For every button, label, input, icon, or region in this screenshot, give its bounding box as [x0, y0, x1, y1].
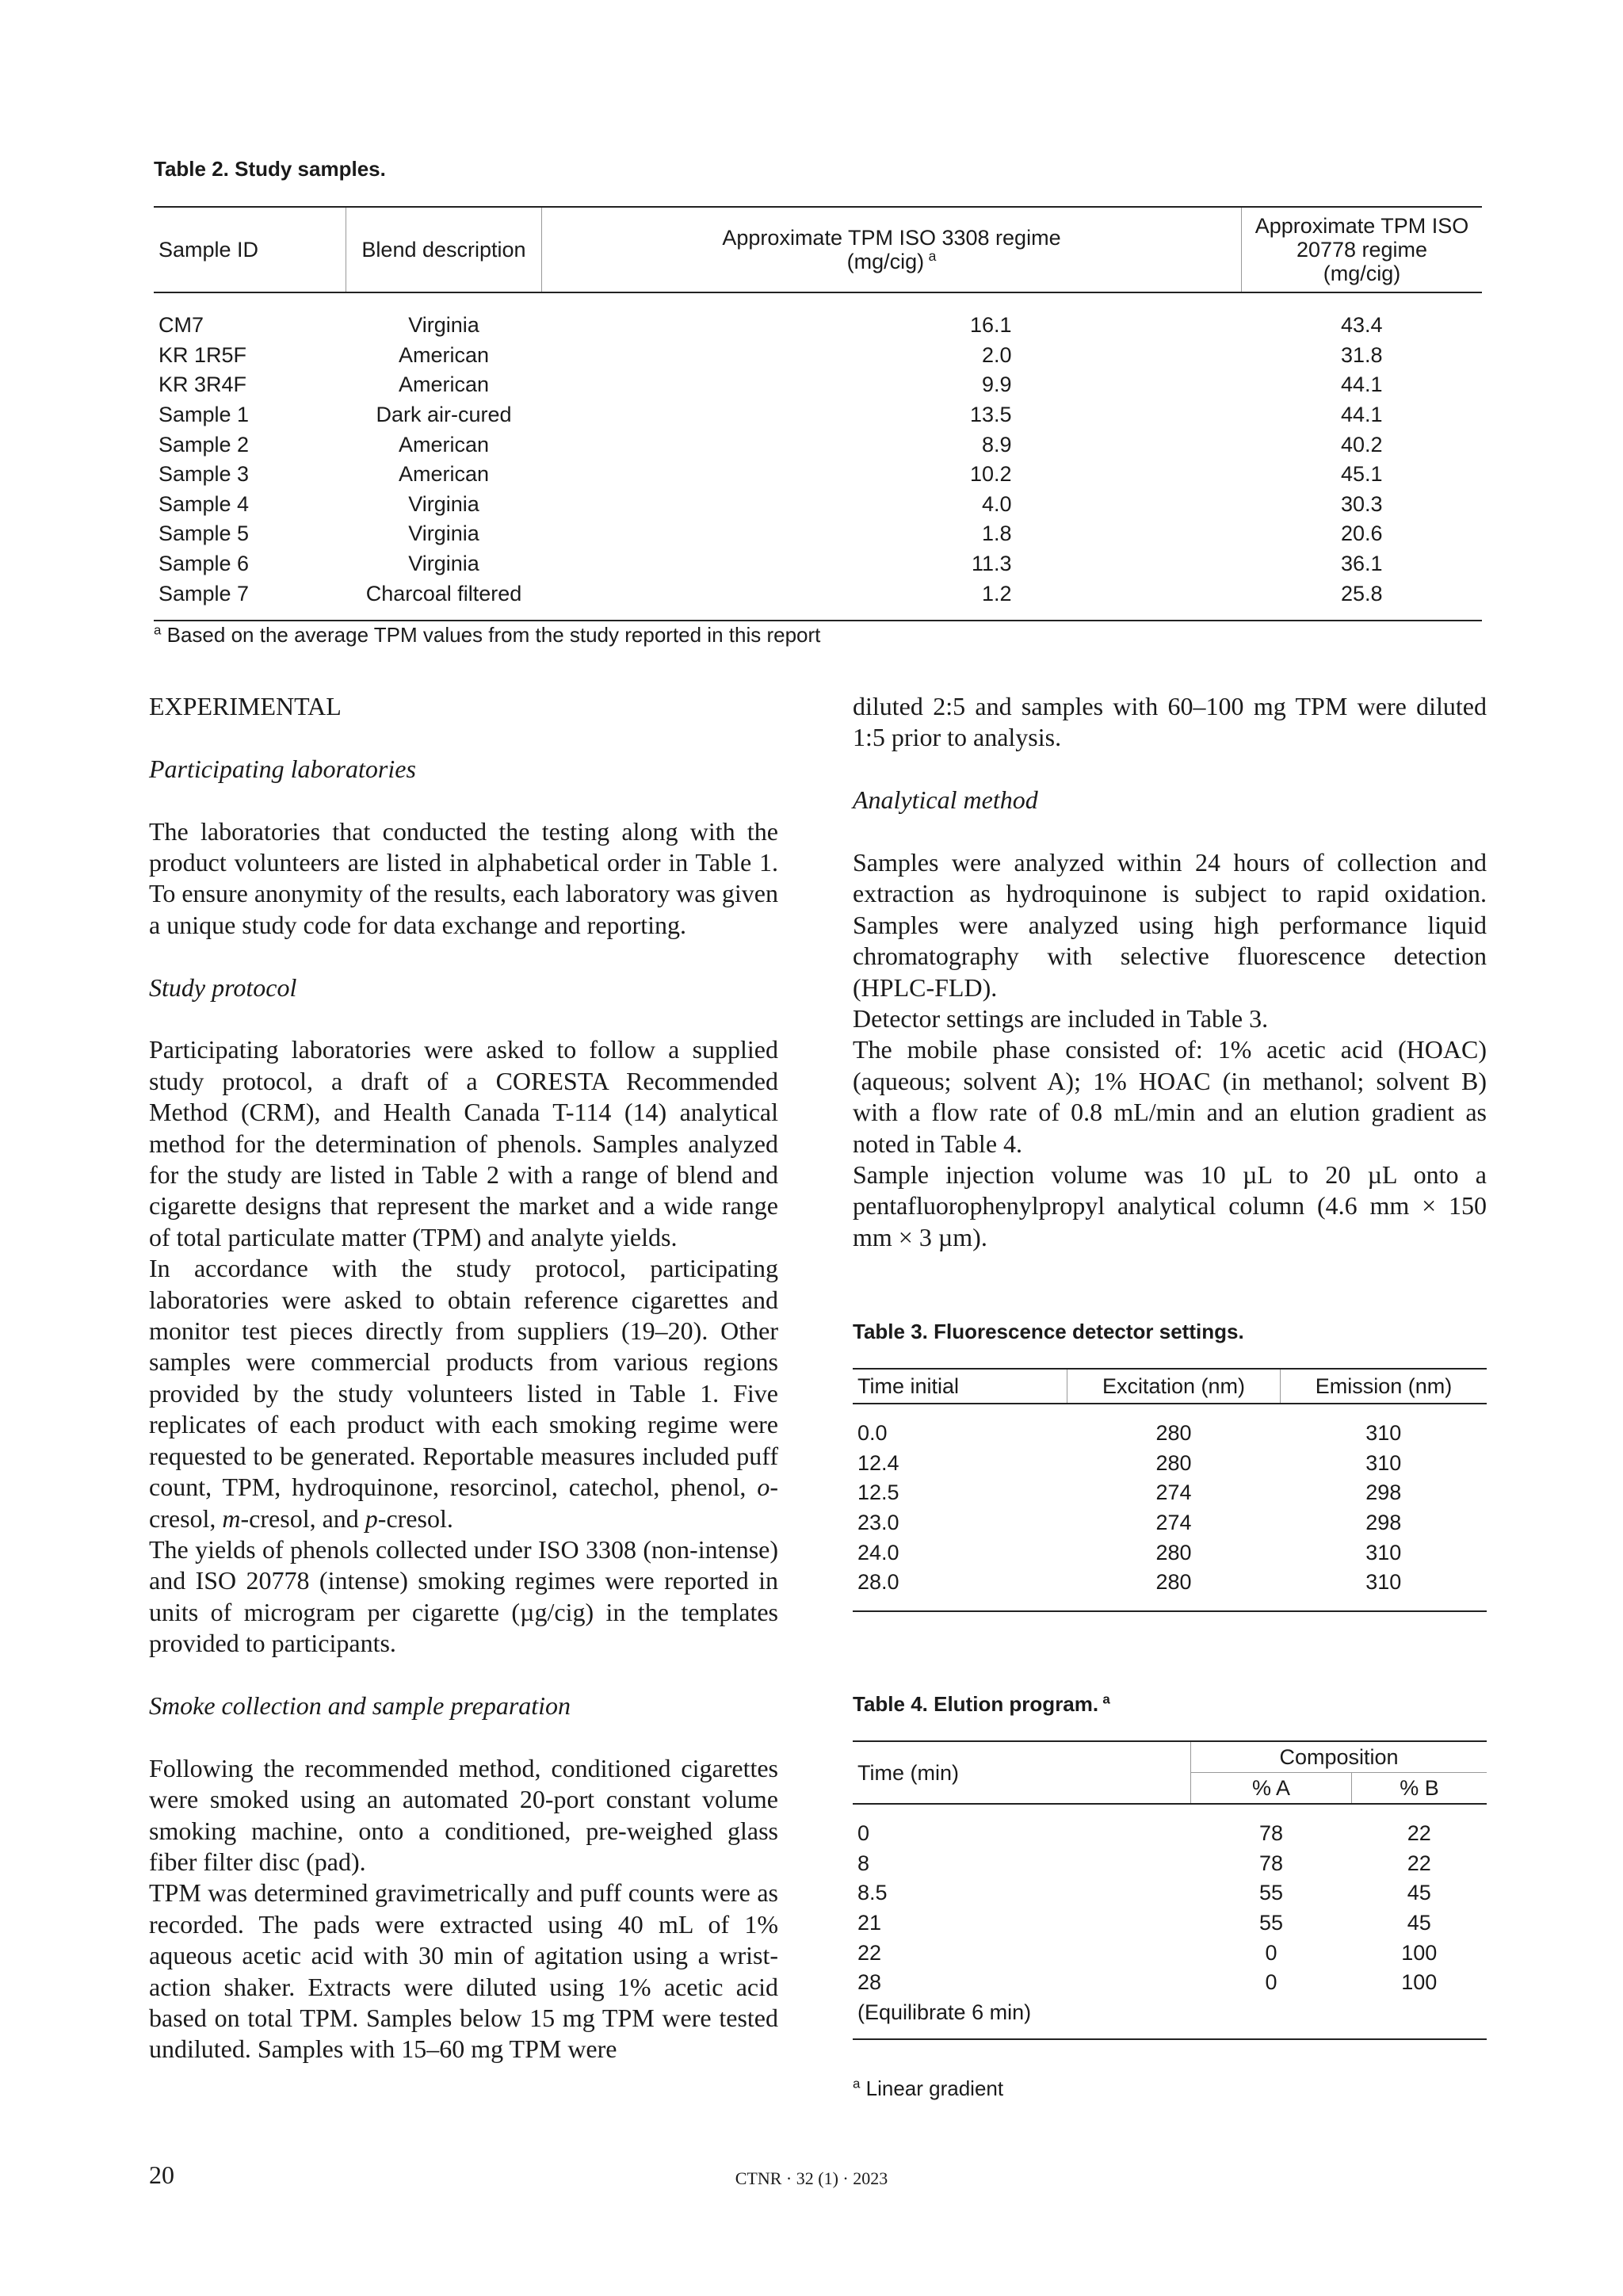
- paragraph-analytical-3: The mobile phase consisted of: 1% acetic acid (HOAC) (aqueous; solvent A); 1% HOAC (in methanol; solvent B) with a flow rate of 0.8 mL/min and an elution gradient as noted in Table 4.: [853, 1035, 1487, 1158]
- table-row: [154, 370, 1482, 400]
- emission: 298: [1365, 1480, 1402, 1505]
- emission: 310: [1365, 1450, 1402, 1475]
- table2-footnote-text: Based on the average TPM values from the study reported in this report: [161, 623, 821, 647]
- emission: 298: [1365, 1511, 1402, 1535]
- percent-b: 22: [1407, 1851, 1431, 1875]
- paragraph-analytical-2: Detector settings are included in Table 3.: [853, 1004, 1269, 1033]
- table3-header-emission: Emission (nm): [1281, 1369, 1487, 1404]
- tpm-iso20778: 43.4: [1340, 313, 1383, 338]
- right-column: [853, 691, 1487, 1253]
- table-row: [853, 1449, 1487, 1479]
- tpm-iso20778: 40.2: [1340, 432, 1383, 457]
- tpm-iso3308: 9.9: [981, 372, 1012, 397]
- paragraph-dilution-continued: diluted 2:5 and samples with 60–100 mg TPM were diluted 1:5 prior to analysis.: [853, 692, 1487, 752]
- percent-b: 45: [1407, 1911, 1431, 1935]
- tpm-iso3308: 2.0: [981, 342, 1012, 367]
- table3-header-row: [853, 1369, 1487, 1404]
- blend-description: American: [398, 342, 490, 367]
- excitation: 280: [1067, 1568, 1281, 1611]
- subheading-participating-laboratories: Participating laboratories: [149, 754, 416, 783]
- table-row: [853, 1849, 1487, 1879]
- table4-footnote-text: Linear gradient: [860, 2076, 1004, 2100]
- table2-footnote-marker: a: [154, 622, 162, 638]
- time-min: 28: [857, 1970, 882, 1995]
- table4-header-composition: Composition: [1191, 1741, 1487, 1773]
- table3-caption: Table 3. Fluorescence detector settings.: [853, 1320, 1244, 1343]
- table3-header-time: Time initial: [853, 1369, 1067, 1404]
- tpm-iso20778: 31.8: [1340, 342, 1383, 367]
- table-row: [853, 1538, 1487, 1568]
- table2-header-iso20778-line1: Approximate TPM ISO 20778 regime: [1254, 214, 1469, 262]
- sample-id: KR 1R5F: [158, 342, 247, 367]
- table-row: [154, 341, 1482, 371]
- table4-footnote: [853, 2076, 1003, 2101]
- table2-header-iso20778: [1242, 207, 1483, 292]
- table2-header-iso3308: [542, 207, 1242, 292]
- tpm-iso20778: 36.1: [1340, 552, 1383, 576]
- subheading-smoke-collection: Smoke collection and sample preparation: [149, 1690, 571, 1720]
- tpm-iso3308: 4.0: [981, 491, 1012, 516]
- table2-header-id: Sample ID: [154, 207, 346, 292]
- table2-header-iso20778-line2: (mg/cig): [1323, 262, 1401, 285]
- sample-id: Sample 6: [158, 552, 250, 576]
- running-footer: CTNR · 32 (1) · 2023: [735, 2168, 888, 2188]
- time-min: (Equilibrate 6 min): [853, 1998, 1191, 2040]
- time-initial: 12.5: [857, 1480, 899, 1505]
- tpm-iso20778: 44.1: [1340, 403, 1383, 427]
- percent-b: [1352, 1998, 1487, 2040]
- tpm-iso3308: 16.1: [969, 313, 1012, 338]
- excitation: 280: [1155, 1540, 1192, 1564]
- sample-id: CM7: [158, 313, 204, 338]
- tpm-iso3308: 10.2: [969, 462, 1012, 487]
- tpm-iso20778: 20.6: [1340, 521, 1383, 546]
- paragraph-analytical-1: Samples were analyzed within 24 hours of collection and extraction as hydroquinone is subject to rapid oxidation. Samples were analyzed using high performance liquid chromatography with selective fluorescence detection (HPLC-FLD).: [853, 848, 1487, 1002]
- m-prefix: m: [222, 1503, 241, 1533]
- tpm-iso20778: 30.3: [1340, 491, 1383, 516]
- percent-b: 22: [1407, 1821, 1431, 1846]
- paragraph-participating-laboratories: The laboratories that conducted the testing along with the product volunteers are listed in alphabetical order in Table 1. To ensure anonymity of the results, each laboratory was given a unique study code for data exchange and reporting.: [149, 816, 778, 939]
- tpm-iso3308: 11.3: [971, 552, 1012, 576]
- table4-caption-marker: a: [1102, 1691, 1110, 1707]
- excitation: 274: [1155, 1511, 1192, 1535]
- sample-id: Sample 5: [158, 521, 250, 546]
- subheading-analytical-method: Analytical method: [853, 785, 1038, 815]
- table-row: [853, 1404, 1487, 1449]
- table2-header-iso3308-line1: Approximate TPM ISO 3308 regime: [722, 226, 1061, 250]
- table-row: [853, 1968, 1487, 1998]
- emission: 310: [1365, 1421, 1402, 1446]
- sample-id: Sample 7: [154, 579, 346, 621]
- paragraph-analytical-4: Sample injection volume was 10 µL to 20 µL onto a pentafluorophenylpropyl analytical column (4.6 mm × 150 mm × 3 µm).: [853, 1160, 1487, 1251]
- time-initial: 12.4: [857, 1450, 899, 1475]
- protocol-p2-text: In accordance with the study protocol, participating laboratories were asked to obtain reference cigarettes and monitor test pieces directly from suppliers (19–20). Other samples were commercial products from various regions provided by the study volunteers listed in Table 1. Five replicates of each product with each smoking regime were requested to be generated. Reportable measures included puff count, TPM, hydroquinone, resorcinol, catechol, phenol,: [149, 1254, 778, 1502]
- fluorescence-detector-table: [853, 1368, 1487, 1612]
- table-row: [853, 1508, 1487, 1538]
- percent-a: 0: [1265, 1970, 1277, 1995]
- tpm-iso3308: 13.5: [969, 403, 1012, 427]
- table-row: [154, 430, 1482, 460]
- paragraph-study-protocol-3: The yields of phenols collected under ISO 3308 (non-intense) and ISO 20778 (intense) smoking regimes were reported in units of microgram per cigarette (µg/cig) in the templates provided to participants.: [149, 1534, 778, 1658]
- blend-description: Virginia: [408, 521, 479, 546]
- table-row: [853, 1804, 1487, 1849]
- sample-id: Sample 4: [158, 491, 250, 516]
- blend-description: Virginia: [408, 552, 479, 576]
- section-heading-experimental: EXPERIMENTAL: [149, 692, 342, 720]
- subheading-study-protocol: Study protocol: [149, 972, 297, 1002]
- left-column: [149, 691, 778, 2065]
- blend-description: Virginia: [408, 313, 479, 338]
- page-number: 20: [149, 2160, 174, 2189]
- tpm-iso3308: 8.9: [981, 432, 1012, 457]
- time-initial: 23.0: [857, 1511, 899, 1535]
- sample-id: Sample 3: [158, 462, 250, 487]
- excitation: 280: [1155, 1450, 1192, 1475]
- percent-b: 100: [1401, 1940, 1438, 1965]
- table-row: [154, 460, 1482, 490]
- paragraph-study-protocol-2: [149, 1253, 778, 1534]
- o-cresol-rest: -cresol,: [149, 1473, 778, 1533]
- table-row: [853, 1938, 1487, 1968]
- percent-a: 55: [1258, 1881, 1284, 1905]
- blend-description: American: [398, 462, 490, 487]
- time-min: 0: [857, 1821, 870, 1846]
- table4-caption: [853, 1692, 1110, 1717]
- percent-a: 0: [1265, 1940, 1277, 1965]
- study-samples-table: [154, 206, 1482, 621]
- time-min: 21: [857, 1911, 882, 1935]
- table-row: [154, 519, 1482, 549]
- table4-caption-text: Table 4. Elution program.: [853, 1692, 1099, 1716]
- percent-a: 78: [1258, 1851, 1284, 1875]
- time-initial: 28.0: [853, 1568, 1067, 1611]
- sample-id: Sample 2: [158, 432, 250, 457]
- table4-header-percent-a: % A: [1191, 1773, 1352, 1805]
- paragraph-smoke-collection-2: TPM was determined gravimetrically and puff counts were as recorded. The pads were extracted using 40 mL of 1% aqueous acetic acid with 30 min of agitation using a wrist-action shaker. Extracts were diluted using 1% acetic acid based on total TPM. Samples below 15 mg TPM were tested undiluted. Samples with 15–60 mg TPM were: [149, 1878, 778, 2064]
- table-row: [853, 1998, 1487, 2040]
- tpm-iso3308: 1.2: [542, 579, 1242, 621]
- table3-header-excitation: Excitation (nm): [1067, 1369, 1281, 1404]
- time-initial: 0.0: [857, 1421, 888, 1446]
- table-row: [853, 1568, 1487, 1611]
- elution-program-table: [853, 1740, 1487, 2040]
- table2-header-blend: Blend description: [346, 207, 542, 292]
- p-cresol-rest: -cresol.: [377, 1503, 453, 1533]
- p-prefix: p: [365, 1503, 378, 1533]
- percent-a: 78: [1258, 1821, 1284, 1846]
- excitation: 280: [1155, 1421, 1192, 1446]
- table4-header-row-1: [853, 1741, 1487, 1773]
- table-row: [154, 400, 1482, 430]
- blend-description: Charcoal filtered: [346, 579, 542, 621]
- table2-header-iso3308-line2: (mg/cig): [846, 250, 925, 273]
- paragraph-smoke-collection-1: Following the recommended method, conditioned cigarettes were smoked using an automated 20-port constant volume smoking machine, onto a conditioned, pre-weighed glass fiber filter disc (pad).: [149, 1753, 778, 1876]
- percent-b: 100: [1401, 1970, 1438, 1995]
- table-row: [154, 292, 1482, 341]
- excitation: 274: [1155, 1480, 1192, 1505]
- percent-a: [1191, 1998, 1352, 2040]
- m-cresol-rest: -cresol, and: [240, 1503, 365, 1533]
- tpm-iso20778: 25.8: [1242, 579, 1483, 621]
- blend-description: American: [398, 372, 490, 397]
- blend-description: Virginia: [408, 491, 479, 516]
- table-row: [154, 490, 1482, 520]
- blend-description: Dark air-cured: [376, 403, 512, 427]
- table2-header-footnote-marker: a: [928, 248, 937, 264]
- time-initial: 24.0: [857, 1540, 899, 1564]
- table4-header-percent-b: % B: [1352, 1773, 1487, 1805]
- o-prefix: o: [757, 1473, 770, 1502]
- table2-caption: Table 2. Study samples.: [154, 157, 386, 181]
- tpm-iso3308: 1.8: [981, 521, 1012, 546]
- tpm-iso20778: 44.1: [1340, 372, 1383, 397]
- table-row: [154, 549, 1482, 579]
- time-min: 8.5: [857, 1881, 888, 1905]
- tpm-iso20778: 45.1: [1340, 462, 1383, 487]
- time-min: 22: [857, 1940, 882, 1965]
- emission: 310: [1281, 1568, 1487, 1611]
- sample-id: Sample 1: [158, 403, 250, 427]
- table-row: [853, 1478, 1487, 1508]
- percent-a: 55: [1258, 1911, 1284, 1935]
- table4-footnote-marker: a: [853, 2076, 861, 2092]
- table-row: [853, 1908, 1487, 1939]
- table-row: [154, 579, 1482, 621]
- table-row: [853, 1878, 1487, 1908]
- sample-id: KR 3R4F: [158, 372, 247, 397]
- emission: 310: [1365, 1540, 1402, 1564]
- table2-header-row: [154, 207, 1482, 292]
- time-min: 8: [857, 1851, 870, 1875]
- paragraph-study-protocol-1: Participating laboratories were asked to follow a supplied study protocol, a draft of a CORESTA Recommended Method (CRM), and Health Canada T-114 (14) analytical method for the determination of phenols. Samples analyzed for the study are listed in Table 2 with a range of blend and cigarette designs that represent the market and a wide range of total particulate matter (TPM) and analyte yields.: [149, 1035, 778, 1251]
- blend-description: American: [398, 432, 490, 457]
- percent-b: 45: [1407, 1881, 1431, 1905]
- table4-header-time: Time (min): [853, 1741, 1191, 1804]
- table2-footnote: [154, 623, 820, 648]
